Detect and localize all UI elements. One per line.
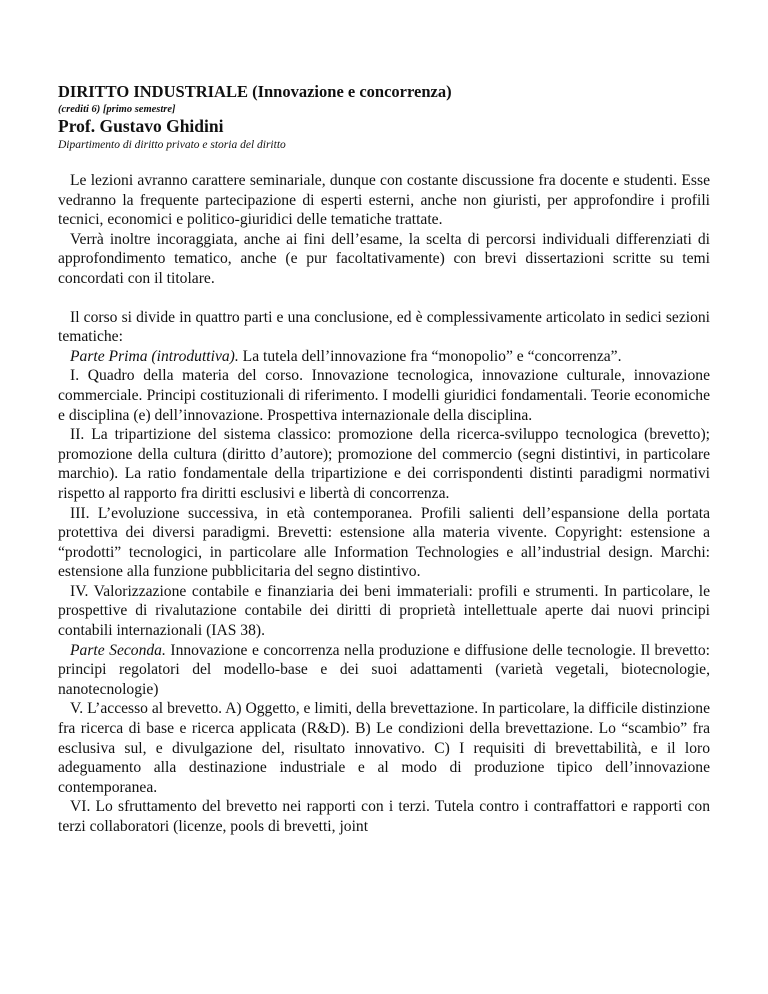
intro-section [58, 171, 710, 289]
course-title: DIRITTO INDUSTRIALE (Innovazione e concorrenza) [58, 82, 452, 101]
course-credits: (crediti 6) [primo semestre] [58, 104, 176, 115]
part1-label: Parte Prima (introduttiva). [70, 347, 239, 365]
program-section [58, 308, 710, 837]
section-2-paragraph: II. La tripartizione del sistema classico: promozione della ricerca-sviluppo tecnologica (brevetto); promozione della cultura (diritto d’autore); promozione del commercio (segni distintivi, in particolare marchio). La ratio fondamentale della tripartizione e dei corrispondenti distinti paradigmi normativi rispetto al rapporto fra diritti esclusivi e libertà di concorrenza. [58, 426, 710, 502]
section-1-paragraph: I. Quadro della materia del corso. Innovazione tecnologica, innovazione culturale, innovazione commerciale. Principi costituzionali di riferimento. I modelli giuridici fondamentali. Teorie economiche e disciplina (e) dell’innovazione. Prospettiva internazionale della disciplina. [58, 367, 710, 424]
part2-text: Innovazione e concorrenza nella produzione e diffusione delle tecnologie. Il brevetto: principi regolatori del modello-base e dei suoi adattamenti (varietà vegetali, biotecnologie, nanotecnologie) [58, 641, 710, 698]
professor-name: Prof. Gustavo Ghidini [58, 116, 224, 136]
section-4-paragraph: IV. Valorizzazione contabile e finanziaria dei beni immateriali: profili e strumenti. In particolare, le prospettive di rivalutazione contabile dei diritti di proprietà intellettuale aperte dai nuovi principi contabili internazionali (IAS 38). [58, 582, 710, 640]
intro-paragraph-2: Verrà inoltre incoraggiata, anche ai fini dell’esame, la scelta di percorsi individuali differenziati di approfondimento tematico, anche (e pur facoltativamente) con brevi dissertazioni scritte su temi concordati con il titolare. [58, 230, 710, 287]
section-6-paragraph: VI. Lo sfruttamento del brevetto nei rapporti con i terzi. Tutela contro i contraffattori e rapporti con terzi collaboratori (licenze, pools di brevetti, joint [58, 798, 710, 835]
part1-text: La tutela dell’innovazione fra “monopolio” e “concorrenza”. [238, 347, 622, 365]
part1-heading [58, 347, 710, 367]
part2-heading [58, 641, 710, 700]
section-5-paragraph: V. L’accesso al brevetto. A) Oggetto, e limiti, della brevettazione. In particolare, la difficile distinzione fra ricerca di base e ricerca applicata (R&D). B) Le condizioni della brevettazione. Lo “scambio” fra esclusiva sul, e divulgazione del, risultato innovativo. C) I requisiti di brevettabilità, e il loro adeguamento alla destinazione industriale e al modo di produzione tipico dell’innovazione contemporanea. [58, 700, 710, 796]
part2-label: Parte Seconda. [70, 641, 166, 659]
program-overview: Il corso si divide in quattro parti e una conclusione, ed è complessivamente articolato in sedici sezioni tematiche: [58, 308, 710, 346]
document-header [58, 82, 710, 153]
intro-paragraph-1: Le lezioni avranno carattere seminariale, dunque con costante discussione fra docente e studenti. Esse vedranno la frequente partecipazione di esperti esterni, anche non giuristi, per approfondire i profili tecnici, economici e politico-giuridici delle tematiche trattate. [58, 172, 710, 229]
section-3-paragraph: III. L’evoluzione successiva, in età contemporanea. Profili salienti dell’espansione della portata protettiva dei diversi paradigmi. Brevetti: estensione alla materia vivente. Copyright: estensione a “prodotti” tecnologici, in particolare alle Information Technologies e all’industrial design. Marchi: estensione alla funzione pubblicitaria del segno distintivo. [58, 504, 710, 581]
document-page [58, 82, 710, 837]
department-name: Dipartimento di diritto privato e storia del diritto [58, 139, 286, 151]
